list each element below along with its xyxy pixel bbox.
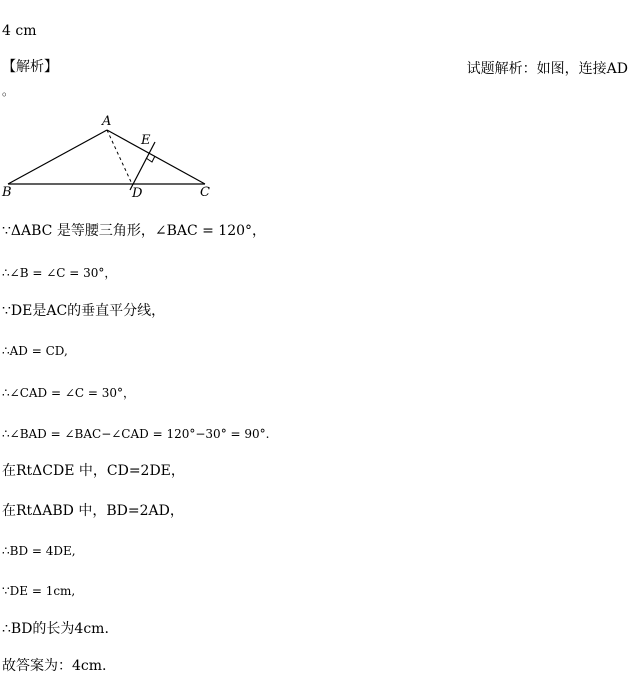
section-label: 【解析】 bbox=[2, 59, 58, 75]
step-2: ∴∠B = ∠C = 30°， bbox=[2, 266, 117, 280]
label-A: A bbox=[102, 114, 112, 129]
stray-dot: 。 bbox=[2, 84, 15, 98]
label-D: D bbox=[132, 186, 143, 201]
step-3: ∵DE是AC的垂直平分线， bbox=[2, 303, 166, 319]
step-6: ∴∠BAD = ∠BAC−∠CAD = 120°−30° = 90°. bbox=[2, 427, 270, 441]
step-4: ∴AD = CD, bbox=[2, 344, 68, 358]
segment-AC bbox=[107, 130, 205, 184]
segment-BA bbox=[8, 130, 107, 184]
label-E: E bbox=[141, 133, 151, 148]
step-12: 故答案为：4cm. bbox=[2, 658, 107, 674]
label-C: C bbox=[200, 185, 210, 200]
step-5: ∴∠CAD = ∠C = 30°， bbox=[2, 386, 136, 400]
segment-AD-dashed bbox=[107, 130, 132, 184]
step-9: ∴BD = 4DE, bbox=[2, 544, 76, 558]
step-7: 在RtΔCDE 中，CD=2DE， bbox=[2, 463, 185, 479]
step-11: ∴BD的长为4cm. bbox=[2, 621, 109, 637]
label-B: B bbox=[2, 185, 12, 200]
step-1: ∵ΔABC 是等腰三角形，∠BAC = 120°， bbox=[2, 223, 267, 239]
analysis-intro: 试题解析：如图，连接AD bbox=[466, 61, 628, 77]
geometry-figure bbox=[0, 112, 230, 202]
step-8: 在RtΔABD 中，BD=2AD， bbox=[2, 503, 184, 519]
answer-text: 4 cm bbox=[2, 23, 37, 39]
step-10: ∵DE = 1cm, bbox=[2, 584, 76, 598]
